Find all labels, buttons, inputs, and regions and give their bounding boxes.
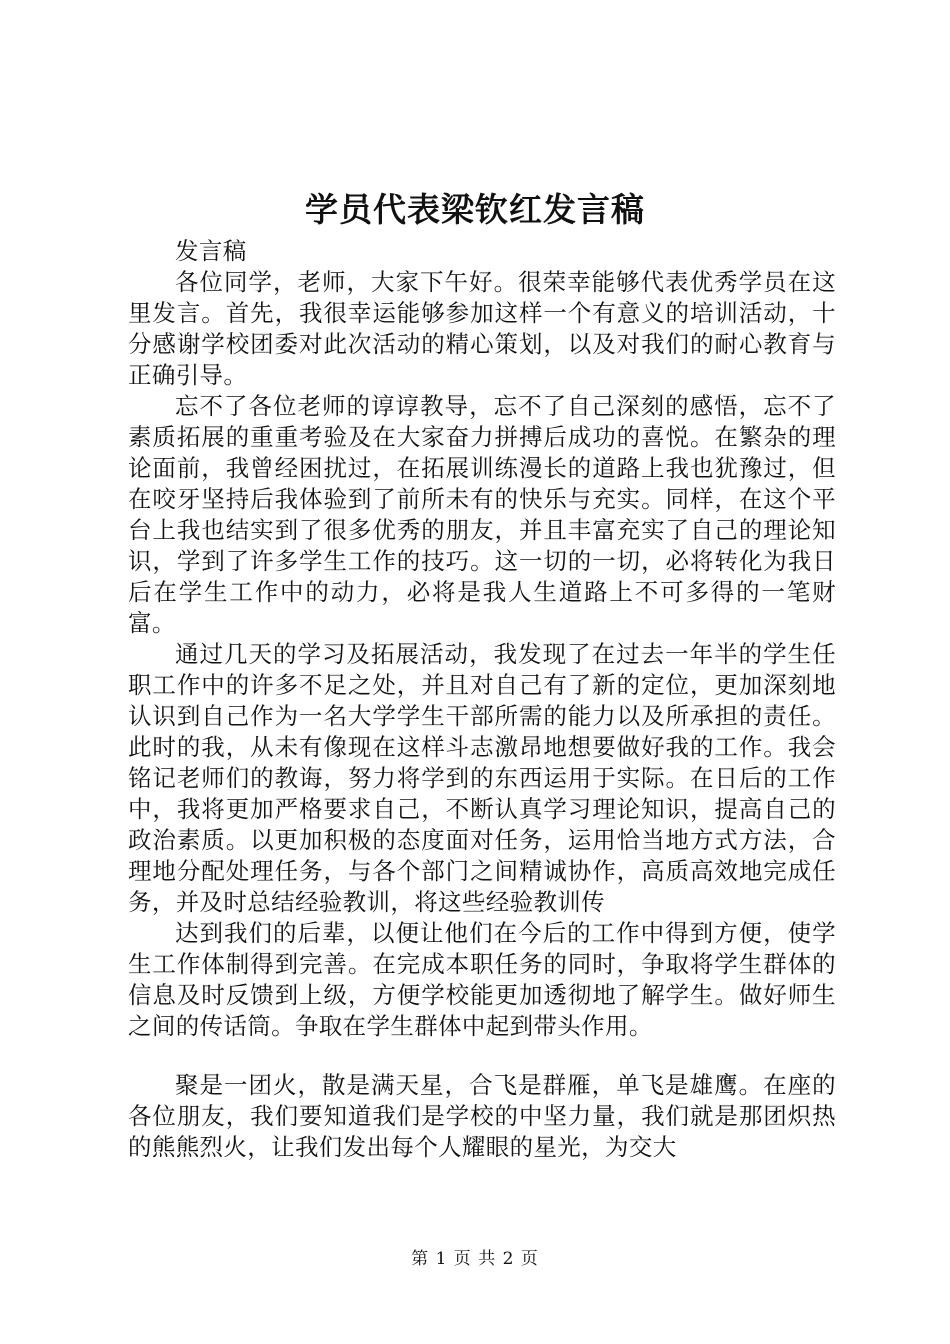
document-title: 学员代表梁钦红发言稿 — [305, 190, 645, 229]
subheading: 发言稿 — [175, 237, 247, 265]
paragraph-1: 各位同学，老师，大家下午好。很荣幸能够代表优秀学员在这里发言。首先，我很幸运能够参加这样一个有意义的培训活动，十分感谢学校团委对此次活动的精心策划，以及对我们的耐心教育与正确引导。 — [128, 268, 836, 389]
paragraph-2: 忘不了各位老师的谆谆教导，忘不了自己深刻的感悟，忘不了素质拓展的重重考验及在大家奋力拼搏后成功的喜悦。在繁杂的理论面前，我曾经困扰过，在拓展训练漫长的道路上我也犹豫过，但在咬牙坚持后我体验到了前所未有的快乐与充实。同样，在这个平台上我也结实到了很多优秀的朋友，并且丰富充实了自己的理论知识，学到了许多学生工作的技巧。这一切的一切，必将转化为我日后在学生工作中的动力，必将是我人生道路上不可多得的一笔财富。 — [128, 392, 836, 637]
paragraph-5: 聚是一团火，散是满天星，合飞是群雁，单飞是雄鹰。在座的各位朋友，我们要知道我们是学校的中坚力量，我们就是那团炽热的熊熊烈火，让我们发出每个人耀眼的星光，为交大 — [128, 1071, 836, 1161]
document-body — [128, 236, 836, 1163]
paragraph-spacer — [128, 1042, 836, 1070]
page-footer: 第 1 页 共 2 页 — [411, 1249, 539, 1269]
paragraph-4: 达到我们的后辈，以便让他们在今后的工作中得到方便，使学生工作体制得到完善。在完成本职任务的同时，争取将学生群体的信息及时反馈到上级，方便学校能更加透彻地了解学生。做好师生之间的传话筒。争取在学生群体中起到带头作用。 — [128, 919, 836, 1040]
paragraph-3: 通过几天的学习及拓展活动，我发现了在过去一年半的学生任职工作中的许多不足之处，并且对自己有了新的定位，更加深刻地认识到自己作为一名大学学生干部所需的能力以及所承担的责任。此时的我，从未有像现在这样斗志激昂地想要做好我的工作。我会铭记老师们的教诲，努力将学到的东西运用于实际。在日后的工作中，我将更加严格要求自己，不断认真学习理论知识，提高自己的政治素质。以更加积极的态度面对任务，运用恰当地方式方法，合理地分配处理任务，与各个部门之间精诚协作，高质高效地完成任务，并及时总结经验教训，将这些经验教训传 — [128, 640, 836, 916]
